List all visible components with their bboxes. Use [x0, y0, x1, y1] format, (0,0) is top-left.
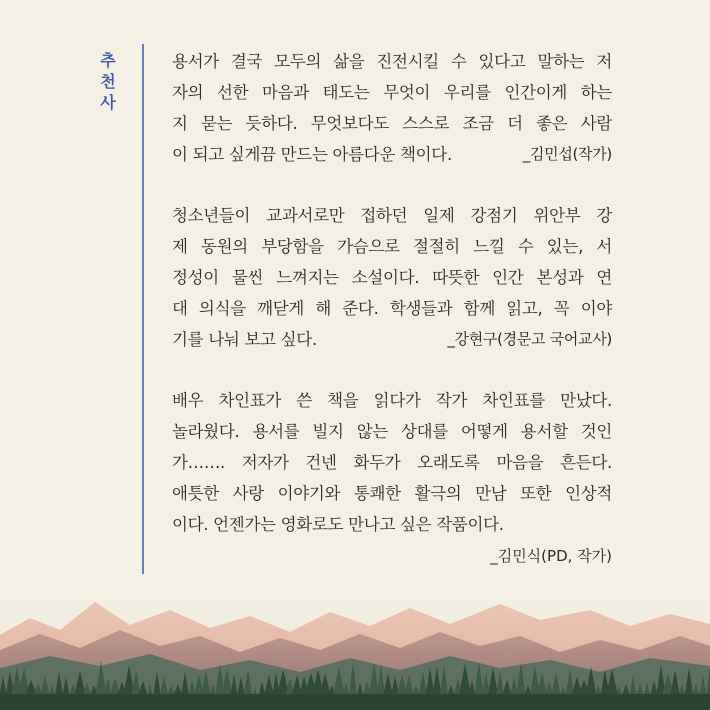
text-line-last — [172, 139, 612, 170]
text-line-last — [172, 509, 612, 540]
text-line: 제 동원의 부당함을 가슴으로 절절히 느낄 수 있는, 서 — [172, 237, 612, 256]
recommendation-1 — [172, 46, 612, 170]
text-line: 애틋한 사랑 이야기와 통쾌한 활극의 만남 또한 인상적 — [172, 484, 612, 503]
text-line: 정성이 물씬 느껴지는 소설이다. 따뜻한 인간 본성과 연 — [172, 268, 612, 287]
text-line: 청소년들이 교과서로만 접하던 일제 강점기 위안부 강 — [172, 206, 612, 225]
recommendation-3 — [172, 385, 612, 570]
text-line: 놀라웠다. 용서를 빌지 않는 상대를 어떻게 용서할 것인 — [172, 422, 612, 441]
text-line-last — [172, 324, 612, 355]
text-line: 기를 나눠 보고 싶다. — [172, 330, 317, 349]
recommendations — [172, 46, 612, 600]
text-line: 배우 차인표가 쓴 책을 읽다가 작가 차인표를 만났다. — [172, 391, 612, 410]
recommendation-2 — [172, 200, 612, 355]
text-line: 용서가 결국 모두의 삶을 진전시킬 수 있다고 말하는 저 — [172, 52, 612, 71]
text-line: 대 의식을 깨닫게 해 준다. 학생들과 함께 읽고, 꼭 이야 — [172, 299, 612, 318]
attribution: _강현구(경문고 국어교사) — [447, 330, 612, 348]
section-label: 추천사 — [100, 51, 116, 112]
text-line: 가……. 저자가 건넨 화두가 오래도록 마음을 흔든다. — [172, 453, 612, 472]
vertical-divider — [142, 44, 144, 574]
text-line: 자의 선한 마음과 태도는 무엇이 우리를 인간이게 하는 — [172, 83, 612, 102]
attribution: _김민식(PD, 작가) — [490, 547, 612, 565]
text-line: 이 되고 싶게끔 만드는 아름다운 책이다. — [172, 145, 452, 164]
text-line: 이다. 언젠가는 영화로도 만나고 싶은 작품이다. — [172, 515, 504, 534]
mountain-forest-illustration — [0, 590, 710, 710]
attribution: _김민섭(작가) — [522, 145, 612, 163]
text-line: 지 묻는 듯하다. 무엇보다도 스스로 조금 더 좋은 사람 — [172, 114, 612, 133]
